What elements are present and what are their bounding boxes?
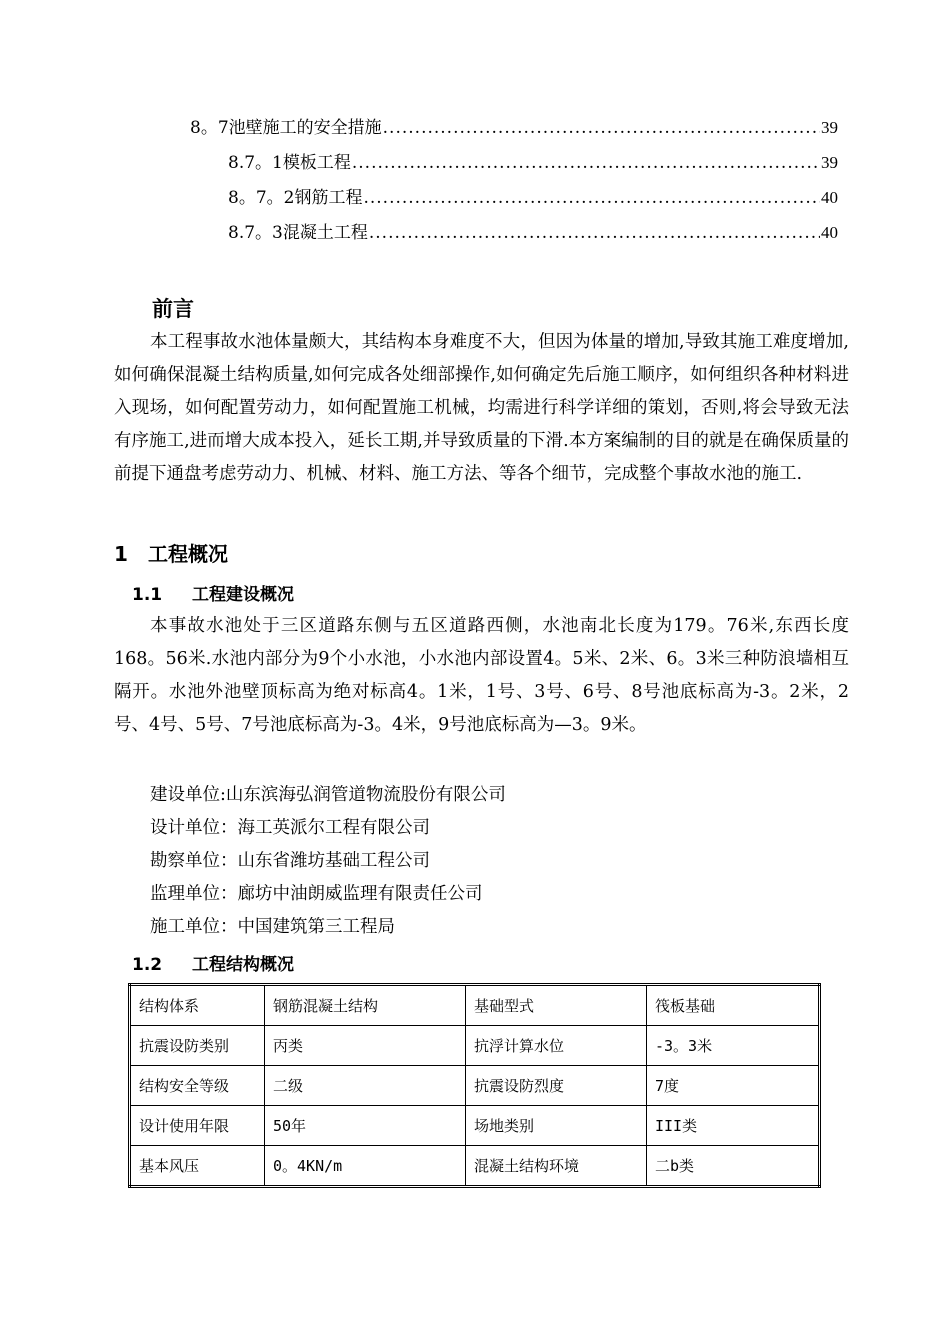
unit-line-survey: 勘察单位：山东省潍坊基础工程公司 (150, 851, 430, 871)
section-1-2-heading (132, 950, 294, 975)
unit-line-designer: 设计单位：海工英派尔工程有限公司 (150, 818, 430, 838)
structure-table (128, 983, 821, 1188)
table-cell: 抗浮计算水位 (466, 1026, 647, 1066)
table-cell: 钢筋混凝土结构 (265, 985, 466, 1026)
toc-entry-page: 39 (821, 153, 838, 172)
table-cell: 筏板基础 (647, 985, 820, 1026)
section-number: 1 (114, 542, 128, 566)
table-cell: 7度 (647, 1066, 820, 1106)
project-overview-paragraph: 本事故水池处于三区道路东侧与五区道路西侧，水池南北长度为179。76米,东西长度168。56米.水池内部分为9个小水池，小水池内部设置4。5米、2米、6。3米三种防浪墙相互隔开。水池外池壁顶标高为绝对标高4。1米，1号、3号、6号、8号池底标高为-3。2米，2号、4号、5号、7号池底标高为-3。4米，9号池底标高为—3。9米。 (114, 616, 849, 735)
toc-entry[interactable] (228, 185, 838, 211)
section-1-1-heading (132, 580, 294, 605)
table-row (130, 985, 820, 1026)
unit-line-supervisor: 监理单位：廊坊中油朗威监理有限责任公司 (150, 884, 483, 904)
toc-entry-page: 39 (821, 118, 838, 137)
table-cell: 50年 (265, 1106, 466, 1146)
section-title: 工程建设概况 (192, 585, 294, 605)
preface-paragraph: 本工程事故水池体量颇大，其结构本身难度不大，但因为体量的增加,导致其施工难度增加,如何确保混凝土结构质量,如何完成各处细部操作,如何确定先后施工顺序，如何组织各种材料进入现场，如何配置劳动力，如何配置施工机械，均需进行科学详细的策划，否则,将会导致无法有序施工,进而增大成本投入，延长工期,并导致质量的下滑.本方案编制的目的就是在确保质量的前提下通盘考虑劳动力、机械、材料、施工方法、等各个细节，完成整个事故水池的施工. (114, 332, 849, 484)
table-cell: 基础型式 (466, 985, 647, 1026)
table-cell: 基本风压 (130, 1146, 265, 1187)
table-cell: 结构体系 (130, 985, 265, 1026)
preface-heading: 前言 (152, 297, 194, 321)
table-cell: 0。4KN/m (265, 1146, 466, 1187)
section-number: 1.1 (132, 585, 163, 605)
unit-line-owner: 建设单位:山东滨海弘润管道物流股份有限公司 (150, 785, 506, 805)
table-cell: 设计使用年限 (130, 1106, 265, 1146)
table-cell: 混凝土结构环境 (466, 1146, 647, 1187)
table-cell: 结构安全等级 (130, 1066, 265, 1106)
toc-entry-title: 8.7。1模板工程 (228, 153, 351, 173)
table-row (130, 1146, 820, 1187)
unit-line-contractor: 施工单位：中国建筑第三工程局 (150, 917, 395, 937)
toc-leader-dots (383, 115, 820, 141)
toc-entry-title: 8。7池壁施工的安全措施 (190, 118, 382, 138)
toc-entry[interactable] (228, 220, 838, 246)
table-row (130, 1066, 820, 1106)
toc-leader-dots (369, 220, 820, 246)
section-1-heading (114, 538, 228, 567)
table-row (130, 1106, 820, 1146)
section-title: 工程结构概况 (192, 955, 294, 975)
toc-entry[interactable] (190, 115, 838, 141)
table-cell: -3。3米 (647, 1026, 820, 1066)
table-row (130, 1026, 820, 1066)
toc-entry-title: 8。7。2钢筋工程 (228, 188, 363, 208)
table-cell: 二级 (265, 1066, 466, 1106)
table-cell: 丙类 (265, 1026, 466, 1066)
toc-entry[interactable] (228, 150, 838, 176)
section-title: 工程概况 (148, 542, 228, 566)
table-cell: 抗震设防类别 (130, 1026, 265, 1066)
table-cell: 抗震设防烈度 (466, 1066, 647, 1106)
toc-leader-dots (352, 150, 820, 176)
section-number: 1.2 (132, 955, 163, 975)
toc-leader-dots (363, 185, 820, 211)
toc-entry-page: 40 (821, 223, 838, 242)
table-cell: 场地类别 (466, 1106, 647, 1146)
table-cell: III类 (647, 1106, 820, 1146)
toc-entry-page: 40 (821, 188, 838, 207)
toc-entry-title: 8.7。3混凝土工程 (228, 223, 368, 243)
table-cell: 二b类 (647, 1146, 820, 1187)
